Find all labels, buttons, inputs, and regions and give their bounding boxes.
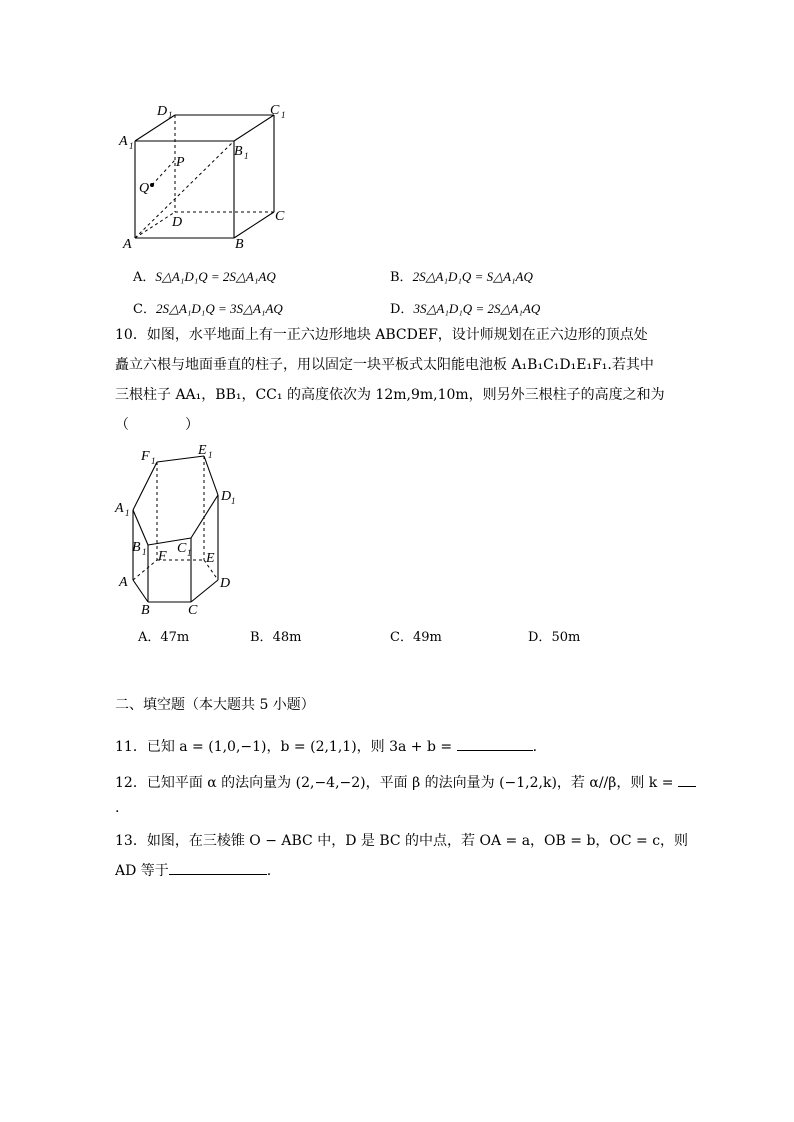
section-heading: 二、填空题（本大题共 5 小题） bbox=[115, 697, 315, 713]
label-b: B bbox=[235, 237, 244, 252]
q10-option-c: C．49m bbox=[390, 630, 442, 645]
svg-text:1: 1 bbox=[231, 496, 236, 506]
label-d1: D bbox=[157, 104, 168, 119]
q10-option-b: B．48m bbox=[250, 630, 302, 645]
q10-line-3: 三根柱子 AA₁，BB₁，CC₁ 的高度依次为 12m,9m,10m，则另外三根柱子的高度之和为 bbox=[115, 387, 665, 403]
q9-option-c: C．2S△A₁D₁Q = 3S△A₁AQ bbox=[133, 301, 283, 317]
label-b: B bbox=[141, 603, 150, 618]
q12-line: 12．已知平面 α 的法向量为 (2,−4,−2)，平面 β 的法向量为 (−1,2,k)，若 α//β，则 k = bbox=[115, 772, 696, 792]
label-a: A bbox=[119, 575, 128, 590]
label-e: E bbox=[206, 551, 215, 566]
svg-text:1: 1 bbox=[129, 141, 134, 151]
hexagon-prism-figure bbox=[110, 440, 260, 620]
label-c: C bbox=[275, 209, 285, 224]
label-e1: E bbox=[198, 443, 207, 458]
label-d: D bbox=[172, 215, 183, 230]
label-f: F bbox=[158, 549, 167, 564]
q9-option-a: A．S△A₁D₁Q = 2S△A₁AQ bbox=[133, 269, 276, 285]
label-p: P bbox=[176, 155, 185, 170]
svg-text:1: 1 bbox=[208, 450, 213, 460]
label-c: C bbox=[188, 603, 198, 618]
q12-answer-blank[interactable] bbox=[678, 786, 696, 787]
cube-figure bbox=[110, 98, 310, 258]
q13-answer-blank[interactable] bbox=[169, 874, 267, 875]
q10-option-d: D．50m bbox=[528, 630, 581, 645]
label-q: Q bbox=[139, 181, 150, 196]
label-b1: B bbox=[132, 540, 141, 555]
q11-answer-blank[interactable] bbox=[457, 750, 533, 751]
q10-line-2: 矗立六根与地面垂直的柱子，用以固定一块平板式太阳能电池板 A₁B₁C₁D₁E₁F₁.若其中 bbox=[115, 357, 654, 373]
label-a: A bbox=[123, 237, 132, 252]
svg-text:1: 1 bbox=[187, 548, 192, 558]
svg-text:1: 1 bbox=[151, 456, 156, 466]
q9-option-d: D．3S△A₁D₁Q = 2S△A₁AQ bbox=[390, 301, 541, 317]
q10-option-a: A．47m bbox=[138, 630, 190, 645]
svg-text:1: 1 bbox=[125, 508, 130, 518]
q10-answer-paren: （ ） bbox=[115, 417, 199, 433]
q12-line-end: . bbox=[115, 800, 120, 816]
label-d: D bbox=[220, 576, 231, 591]
label-b1: B bbox=[234, 144, 243, 159]
label-c1: C bbox=[177, 541, 187, 556]
label-a1: A bbox=[115, 501, 124, 516]
svg-text:1: 1 bbox=[244, 151, 249, 161]
label-d1: D bbox=[221, 489, 232, 504]
svg-text:1: 1 bbox=[142, 547, 147, 557]
q13-line-1: 13．如图，在三棱锥 O − ABC 中，D 是 BC 的中点，若 OA = a，OB = b，OC = c，则 bbox=[115, 833, 689, 849]
label-c1: C bbox=[270, 103, 280, 118]
q10-line-1: 10．如图，水平地面上有一正六边形地块 ABCDEF，设计师规划在正六边形的顶点处 bbox=[115, 327, 648, 343]
label-f1: F bbox=[141, 449, 150, 464]
q9-option-b: B．2S△A₁D₁Q = S△A₁AQ bbox=[390, 269, 533, 285]
label-a1: A bbox=[119, 134, 128, 149]
svg-text:1: 1 bbox=[168, 110, 173, 120]
q11-line: 11．已知 a = (1,0,−1)，b = (2,1,1)，则 3a + b = . bbox=[115, 739, 538, 755]
svg-text:1: 1 bbox=[281, 110, 286, 120]
q13-line-2: AD 等于 . bbox=[115, 863, 272, 879]
point-q-dot bbox=[150, 183, 154, 187]
